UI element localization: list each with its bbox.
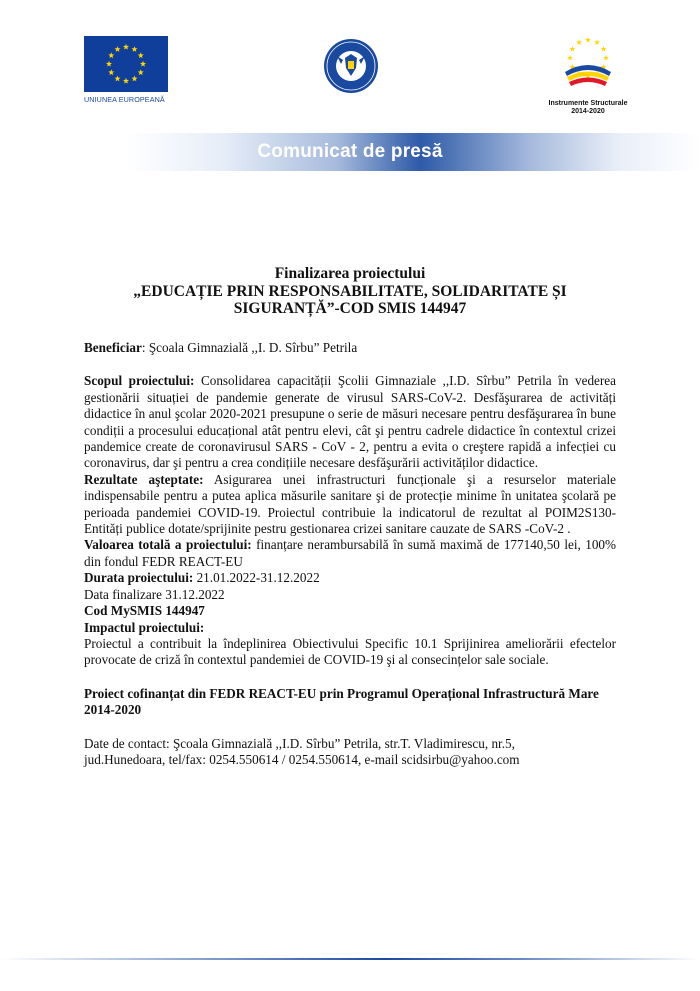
scop-paragraph	[84, 373, 616, 471]
press-release-banner	[0, 133, 700, 171]
is-star-icon	[567, 55, 573, 60]
contact-line-1: Date de contact: Şcoala Gimnazială ,,I.D. Sîrbu” Petrila, str.T. Vladimirescu, nr.5,	[84, 735, 515, 751]
cofinantat-paragraph: Proiect cofinanțat din FEDR REACT-EU prin Programul Operațional Infrastructură Mare 2014-2020	[84, 685, 599, 718]
valoare-text: finanțare nerambursabilă în sumă maximă de 177140,50 lei, 100% din fondul FEDR REACT-EU	[84, 537, 616, 569]
impact-text: Proiectul a contribuit la îndeplinirea Obiectivului Specific 10.1 Sprijinirea ameliorării efectelor provocate de criză în contextul pandemiei de COVID-19 şi al consecințelor sale sociale.	[84, 635, 616, 668]
instrumente-structurale-icon	[543, 36, 633, 94]
rezultate-text: Asigurarea unei infrastructuri funcționale şi a resurselor materiale indispensabile pentru a putea aplica măsurile sanitare şi de protecție minime în unitatea şcolară pe perioada pandemiei COVID-19. Proiectul contribuie la indicatorul de rezultat al POIM2S130-Entități publice dotate/sprijinite pestru gestionarea crizei sanitare cauzate de SARS -CoV-2 .	[84, 471, 617, 537]
beneficiar-paragraph	[84, 340, 616, 356]
scop-label: Scopul proiectului:	[84, 373, 195, 389]
impact-label: Impactul proiectului:	[84, 619, 205, 635]
scop-text: Consolidarea capacității Şcolii Gimnaziale ,,I.D. Sîrbu” Petrila în vederea gestionării situației de pandemie generate de virusul SARS-CoV-2. Desfăşurarea de activități didactice în anul şcolar 2020-2021 presupune o serie de măsuri necesare pentru desfăşurarea în bune condiții a procesului educațional atât pentru elevi, cât şi pentru cadrele didactice în contextul crizei pandemice create de coronavirusul SARS - CoV - 2, pentru a evita o creştere rapidă a infecției cu coronavirus, dar şi pentru a crea condițiile necesare desfăşurării activităților didactice.	[84, 373, 616, 471]
finalizare-line: Data finalizare 31.12.2022	[84, 586, 225, 602]
instrumente-structurale-logo	[543, 36, 633, 116]
durata-label: Durata proiectului:	[84, 570, 194, 586]
valoare-label: Valoarea totală a proiectului:	[84, 537, 252, 553]
title-line-1: Finalizarea proiectului	[274, 265, 426, 282]
rezultate-label: Rezultate aşteptate:	[84, 471, 204, 487]
is-star-icon	[585, 37, 591, 42]
instrumente-structurale-label-line1: Instrumente Structurale	[548, 100, 628, 107]
banner-title: Comunicat de presă	[257, 141, 443, 162]
footer-divider	[0, 958, 700, 960]
is-star-icon	[601, 46, 607, 51]
is-star-icon	[603, 55, 609, 60]
is-star-icon	[570, 46, 576, 51]
is-star-icon	[576, 39, 582, 44]
government-seal-icon	[323, 38, 379, 94]
valoare-paragraph	[84, 537, 616, 570]
eu-label: UNIUNEA EUROPEANĂ	[84, 95, 165, 104]
instrumente-structurale-label	[543, 100, 633, 116]
is-star-icon	[594, 39, 600, 44]
title-line-3: SIGURANȚĂ”-COD SMIS 144947	[233, 300, 467, 317]
durata-text: 21.01.2022-31.12.2022	[193, 570, 320, 586]
eu-logo	[84, 36, 168, 104]
beneficiar-value: : Şcoala Gimnazială ,,I. D. Sîrbu” Petrila	[141, 340, 358, 355]
title-line-2: „EDUCAȚIE PRIN RESPONSABILITATE, SOLIDARITATE ȘI	[133, 282, 567, 300]
rezultate-paragraph	[84, 472, 616, 538]
contact-line-2: jud.Hunedoara, tel/fax: 0254.550614 / 0254.550614, e-mail scidsirbu@yahoo.com	[84, 751, 520, 767]
document-title	[60, 265, 640, 318]
government-seal-logo	[323, 38, 379, 94]
durata-paragraph	[84, 570, 616, 586]
eu-flag-icon	[84, 36, 168, 92]
instrumente-structurale-label-line2: 2014-2020	[571, 108, 605, 115]
cod-mysmis-line: Cod MySMIS 144947	[84, 603, 205, 619]
beneficiar-label: Beneficiar	[84, 340, 142, 355]
document-body	[84, 340, 616, 768]
